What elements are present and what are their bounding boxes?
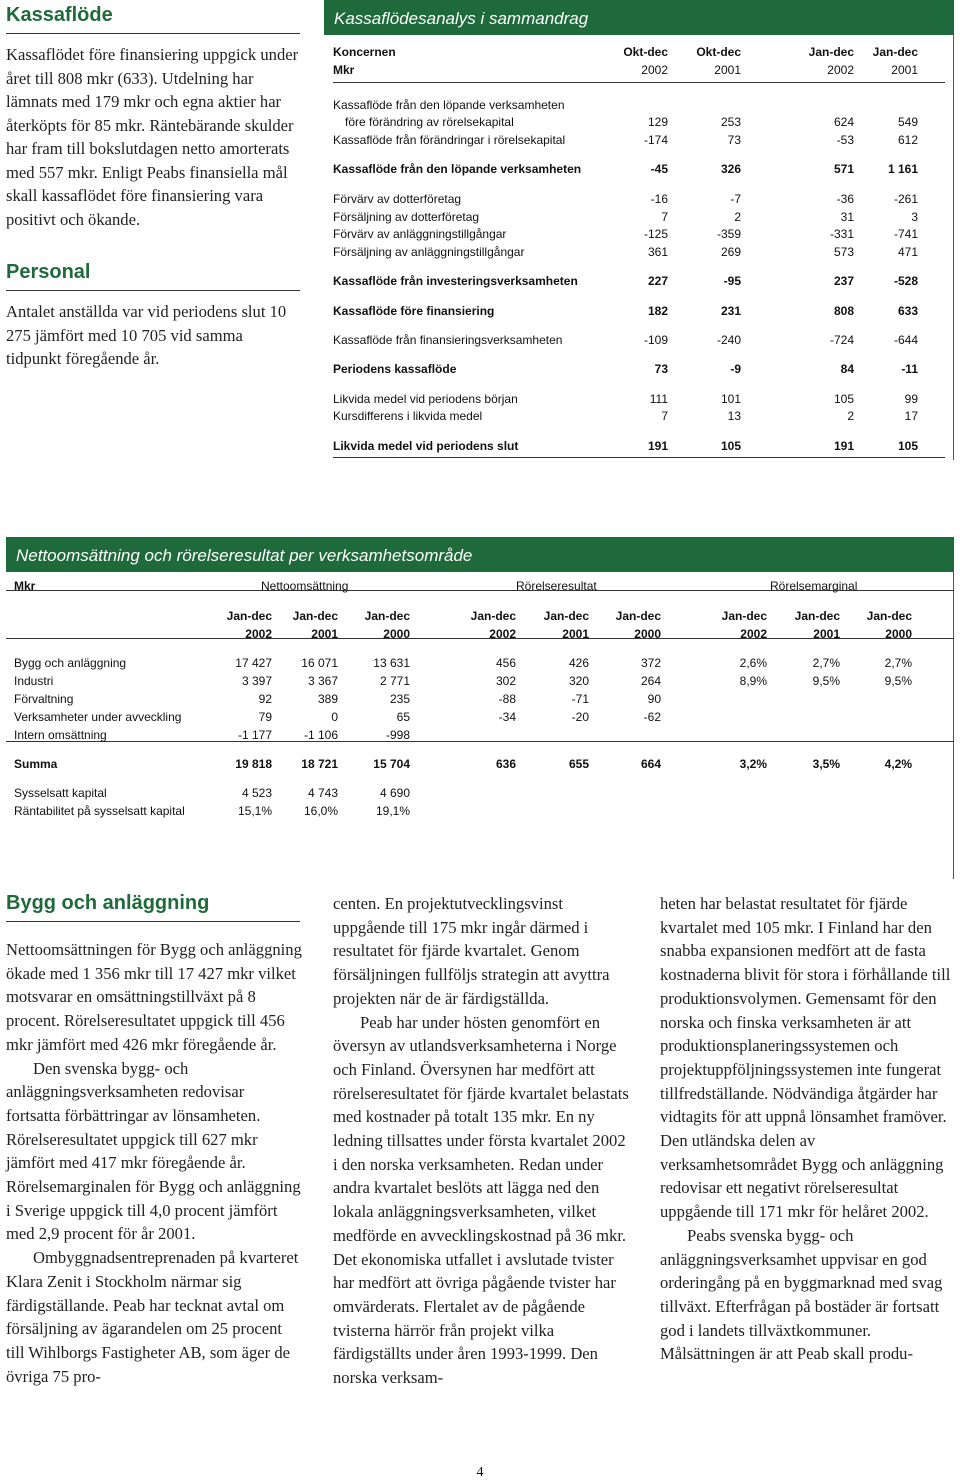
cell: 612	[897, 133, 918, 148]
cell: 9,5%	[812, 674, 840, 689]
cell: -1 177	[237, 727, 272, 742]
table-row	[333, 97, 953, 115]
cell: 361	[647, 245, 668, 260]
cell: 4,2%	[884, 756, 912, 771]
cell: 3	[911, 209, 918, 224]
cell: 4 690	[379, 786, 410, 801]
cell: 3,2%	[739, 756, 767, 771]
table-row	[6, 655, 953, 673]
cell: 105	[720, 438, 741, 453]
row-label: Verksamheter under avveckling	[14, 709, 182, 724]
header-cell: Jan-dec	[794, 608, 840, 623]
cell: 105	[897, 438, 918, 453]
table-row-total	[6, 756, 953, 774]
cell: 253	[720, 115, 741, 130]
cell: 2,7%	[812, 656, 840, 671]
article-paragraph: Den svenska bygg- och anläggningsverksamheten redovisar fortsatta förbättringar av lönsamheten. Rörelseresultatet uppgick till 627 mkr jämfört med 417 mkr föregående år. Rörelsemarginalen för Bygg och anläggning i Sverige uppgick till 4,0 procent jämfört med 2,9 procent för år 2001.	[6, 1058, 301, 1244]
header-cell: 2002	[245, 626, 272, 641]
row-label: Kassaflöde före finansiering	[333, 303, 495, 318]
cell: -7	[730, 191, 741, 206]
divider	[333, 457, 945, 458]
cell: 19,1%	[375, 803, 410, 818]
row-label: Kassaflöde från investeringsverksamheten	[333, 274, 578, 289]
heading-kassaflode: Kassaflöde	[6, 4, 300, 34]
cell: -261	[893, 191, 918, 206]
header-cell: Jan-dec	[364, 608, 410, 623]
cell: -741	[893, 227, 918, 242]
table-row-total	[333, 161, 953, 179]
cell: 549	[897, 115, 918, 130]
cell: 191	[647, 438, 668, 453]
header-cell: 2001	[562, 626, 589, 641]
header-cell: Jan-dec	[543, 608, 589, 623]
header-cell: 2001	[714, 62, 741, 77]
cell: -71	[571, 691, 589, 706]
cell: 636	[495, 756, 516, 771]
divider	[6, 741, 954, 742]
header-cell: Jan-dec	[292, 608, 338, 623]
segment-group-row	[6, 578, 953, 596]
cell: -528	[893, 274, 918, 289]
segment-year-row	[6, 626, 953, 644]
cell: -11	[901, 362, 918, 377]
cell: 320	[568, 674, 589, 689]
cell: -62	[643, 709, 661, 724]
cell: 191	[833, 438, 854, 453]
cell: 808	[833, 303, 854, 318]
cell: 79	[258, 709, 272, 724]
cell: 389	[317, 691, 338, 706]
cell: -16	[650, 191, 668, 206]
table-row	[333, 209, 953, 227]
table-row-total	[333, 438, 953, 456]
cell: 235	[389, 691, 410, 706]
personal-paragraph: Antalet anställda var vid periodens slut 10 275 jämfört med 10 705 vid samma tidpunkt föregående år.	[6, 302, 287, 368]
group-header: Rörelsemarginal	[770, 579, 858, 593]
cell: -88	[498, 691, 516, 706]
cell: 227	[647, 274, 668, 289]
unit-label: Mkr	[14, 579, 36, 593]
cell: -9	[730, 362, 741, 377]
cell: 8,9%	[739, 674, 767, 689]
header-cell: Jan-dec	[226, 608, 272, 623]
row-label: Kassaflöde från finansieringsverksamheten	[333, 333, 563, 348]
cell: 571	[833, 162, 854, 177]
row-label: Likvida medel vid periodens slut	[333, 438, 519, 453]
header-cell: Jan-dec	[808, 45, 854, 59]
row-label: före förändring av rörelsekapital	[345, 115, 514, 130]
cell: 17 427	[235, 656, 272, 671]
cell: 2,7%	[884, 656, 912, 671]
cashflow-table	[324, 0, 954, 460]
cashflow-header-row	[333, 44, 953, 62]
row-label: Likvida medel vid periodens början	[333, 391, 518, 406]
table-row	[6, 785, 953, 803]
cell: 31	[840, 209, 854, 224]
cell: 15 704	[373, 756, 410, 771]
heading-personal: Personal	[6, 261, 300, 291]
header-cell: Okt-dec	[696, 45, 741, 59]
cell: 456	[495, 656, 516, 671]
cell: 426	[568, 656, 589, 671]
header-label: Koncernen	[333, 45, 396, 59]
cell: 2 771	[379, 674, 410, 689]
cell: 7	[661, 209, 668, 224]
header-cell: 2001	[891, 62, 918, 77]
cell: 3 397	[241, 674, 272, 689]
article-paragraph: Nettoomsättningen för Bygg och anläggning ökade med 1 356 mkr till 17 427 mkr vilket motsvarar en omsättningstillväxt på 8 procent. Rörelseresultatet uppgick till 456 mkr jämfört med 426 mkr föregående år.	[6, 940, 302, 1054]
cell: 1 161	[887, 162, 918, 177]
cell: -331	[829, 227, 854, 242]
row-label: Kassaflöde från den löpande verksamheten	[333, 97, 565, 112]
cell: 99	[904, 391, 918, 406]
cell: -20	[571, 709, 589, 724]
cell: 664	[640, 756, 661, 771]
header-label: Mkr	[333, 62, 355, 77]
row-label: Förvärv av anläggningstillgångar	[333, 227, 507, 242]
table-row	[6, 803, 953, 821]
cell: 7	[661, 409, 668, 424]
table-row	[333, 408, 953, 426]
row-label: Kassaflöde från den löpande verksamheten	[333, 162, 582, 177]
cell: 101	[720, 391, 741, 406]
cell: 2	[734, 209, 741, 224]
cell: -644	[893, 333, 918, 348]
row-label: Kassaflöde från förändringar i rörelsekapital	[333, 133, 566, 148]
segment-table	[6, 537, 954, 879]
cashflow-title: Kassaflödesanalys i sammandrag	[324, 0, 954, 35]
cell: 13	[727, 409, 741, 424]
cell: 84	[840, 362, 854, 377]
cell: 182	[647, 303, 668, 318]
cell: 3 367	[307, 674, 338, 689]
article-column-1	[6, 938, 302, 1388]
row-label: Periodens kassaflöde	[333, 362, 457, 377]
table-row	[333, 191, 953, 209]
article-heading: Bygg och anläggning	[6, 892, 300, 922]
cell: -724	[829, 333, 854, 348]
cell: 16,0%	[303, 803, 338, 818]
header-cell: Jan-dec	[866, 608, 912, 623]
left-column	[6, 4, 300, 371]
header-cell: Jan-dec	[615, 608, 661, 623]
divider	[6, 638, 954, 639]
cell: 92	[258, 691, 272, 706]
table-row	[333, 132, 953, 150]
row-label: Industri	[14, 674, 54, 689]
header-cell: Jan-dec	[470, 608, 516, 623]
cell: 372	[640, 656, 661, 671]
cell: 655	[568, 756, 589, 771]
cell: 633	[897, 303, 918, 318]
row-label: Summa	[14, 756, 58, 771]
row-label: Försäljning av anläggningstillgångar	[333, 245, 525, 260]
cell: 269	[720, 245, 741, 260]
segment-period-row	[6, 608, 953, 626]
table-row	[333, 391, 953, 409]
table-row-total	[333, 273, 953, 291]
cell: 573	[833, 245, 854, 260]
row-label: Förvaltning	[14, 691, 74, 706]
header-cell: Okt-dec	[623, 45, 668, 59]
cell: 17	[904, 409, 918, 424]
kassaflode-paragraph: Kassaflödet före finansiering uppgick under året till 808 mkr (633). Utdelning har lämnats med 179 mkr och egna aktier har återköpts för 85 mkr. Räntebärande skulder har fram till bokslutdagen netto amorterats med 557 mkr. Enligt Peabs finansiella mål skall kassaflödet före finansiering vara positivt och ökande.	[6, 45, 299, 229]
cell: 2	[847, 409, 854, 424]
header-cell: 2002	[641, 62, 668, 77]
cell: 129	[647, 115, 668, 130]
cell: 73	[654, 362, 668, 377]
segment-body	[6, 572, 954, 879]
table-row-total	[333, 303, 953, 321]
header-cell: Jan-dec	[872, 45, 918, 59]
divider	[6, 590, 954, 591]
cell: -1 106	[303, 727, 338, 742]
cell: 73	[727, 133, 741, 148]
cell: -45	[650, 162, 668, 177]
table-row	[333, 332, 953, 350]
row-label: Förvärv av dotterföretag	[333, 191, 462, 206]
article-column-3	[660, 892, 956, 1366]
cell: -174	[643, 133, 668, 148]
article-paragraph: Peabs svenska bygg- och anläggningsverksamhet uppvisar en god orderingång på en byggmarknad med svag tillväxt. Efterfrågan på bostäder är fortsatt god i landets tillväxtkommuner. Målsättningen är att Peab skall produ-	[660, 1225, 943, 1364]
row-label: Bygg och anläggning	[14, 656, 127, 671]
header-cell: 2001	[311, 626, 338, 641]
cell: 3,5%	[812, 756, 840, 771]
cashflow-body	[324, 35, 954, 460]
cell: 0	[331, 709, 338, 724]
table-row	[333, 226, 953, 244]
header-cell: 2000	[634, 626, 661, 641]
cell: -53	[836, 133, 854, 148]
cell: -998	[385, 727, 410, 742]
cashflow-header-row	[333, 62, 953, 80]
cell: 231	[720, 303, 741, 318]
table-row-total	[333, 361, 953, 379]
cell: 16 071	[301, 656, 338, 671]
cell: 65	[396, 709, 410, 724]
cell: -125	[643, 227, 668, 242]
group-header: Rörelseresultat	[516, 579, 597, 593]
article-column-2	[333, 892, 629, 1390]
cell: 624	[833, 115, 854, 130]
row-label: Räntabilitet på sysselsatt kapital	[14, 803, 185, 818]
table-row	[6, 673, 953, 691]
article-paragraph: Ombyggnadsentreprenaden på kvarteret Klara Zenit i Stockholm närmar sig färdigställande. Peab har tecknat avtal om försäljning av ägarandelen om 25 procent till Wihlborgs Fastigheter AB, som äger de övriga 75 pro-	[6, 1248, 299, 1386]
header-cell: 2002	[489, 626, 516, 641]
cell: 19 818	[235, 756, 272, 771]
article-paragraph: centen. En projektutvecklingsvinst uppgående till 175 mkr ingår därmed i resultatet för fjärde kvartalet. Genom försäljningen fullföljs strategin att avyttra projekten när de är färdigställda.	[333, 894, 610, 1008]
table-row	[333, 114, 953, 132]
cell: -95	[723, 274, 741, 289]
group-header: Nettoomsättning	[261, 579, 349, 593]
cell: 326	[720, 162, 741, 177]
cell: 111	[649, 391, 668, 406]
divider	[333, 82, 945, 83]
cell: 90	[647, 691, 661, 706]
row-label: Kursdifferens i likvida medel	[333, 409, 483, 424]
cell: -34	[498, 709, 516, 724]
header-cell: 2000	[383, 626, 410, 641]
row-label: Försäljning av dotterföretag	[333, 209, 480, 224]
cell: 302	[495, 674, 516, 689]
table-row	[333, 244, 953, 262]
cell: 264	[640, 674, 661, 689]
row-label: Intern omsättning	[14, 727, 107, 742]
cell: 2,6%	[739, 656, 767, 671]
cell: 13 631	[373, 656, 410, 671]
article-paragraph: Peab har under hösten genomfört en översyn av utlandsverksamheterna i Norge och Finland. Översynen har medfört att rörelseresultatet för fjärde kvartalet belastats med kostnader på totalt 135 mkr. En ny ledning tillsattes under första kvartalet 2002 i den norska verksamheten. Redan under andra kvartalet beslöts att lägga ned den lokala anläggningsverksamheten, vilket medförde en avvecklingskostnad på 36 mkr. Det ekonomiska utfallet i avslutade tvister har medfört att övriga pågående tvister har omvärderats. Flertalet av de pågående tvisterna härrör från projekt vilka färdigställts under åren 1993-1999. Den norska verksam-	[333, 1012, 629, 1388]
segment-title: Nettoomsättning och rörelseresultat per verksamhetsområde	[6, 537, 954, 572]
header-cell: 2002	[827, 62, 854, 77]
cell: 4 743	[307, 786, 338, 801]
cell: 9,5%	[884, 674, 912, 689]
cell: -109	[643, 333, 668, 348]
cell: -359	[716, 227, 741, 242]
header-cell: 2000	[885, 626, 912, 641]
row-label: Sysselsatt kapital	[14, 786, 107, 801]
cell: 4 523	[241, 786, 272, 801]
cell: -36	[836, 191, 854, 206]
header-cell: Jan-dec	[721, 608, 767, 623]
page-number: 4	[476, 1465, 484, 1480]
cell: -240	[716, 333, 741, 348]
article-paragraph: heten har belastat resultatet för fjärde kvartalet med 105 mkr. I Finland har den snabba expansionen medfört att de fasta kostnaderna blivit för stora i förhållande till produktionsvolymen. Gemensamt för den norska och finska verksamheten är att produktionsplaneringssystemen och projektuppföljningssystemen inte fungerat tillfredställande. Nödvändiga åtgärder har vidtagits för att uppnå lönsamhet framöver. Den utländska delen av verksamhetsområdet Bygg och anläggning redovisar ett negativt rörelseresultat uppgående till 171 mkr för helåret 2002.	[660, 894, 951, 1222]
table-row	[6, 691, 953, 709]
cell: 237	[833, 274, 854, 289]
header-cell: 2002	[740, 626, 767, 641]
table-row	[6, 709, 953, 727]
cell: 15,1%	[237, 803, 272, 818]
header-cell: 2001	[813, 626, 840, 641]
cell: 105	[833, 391, 854, 406]
cell: 18 721	[301, 756, 338, 771]
cell: 471	[897, 245, 918, 260]
